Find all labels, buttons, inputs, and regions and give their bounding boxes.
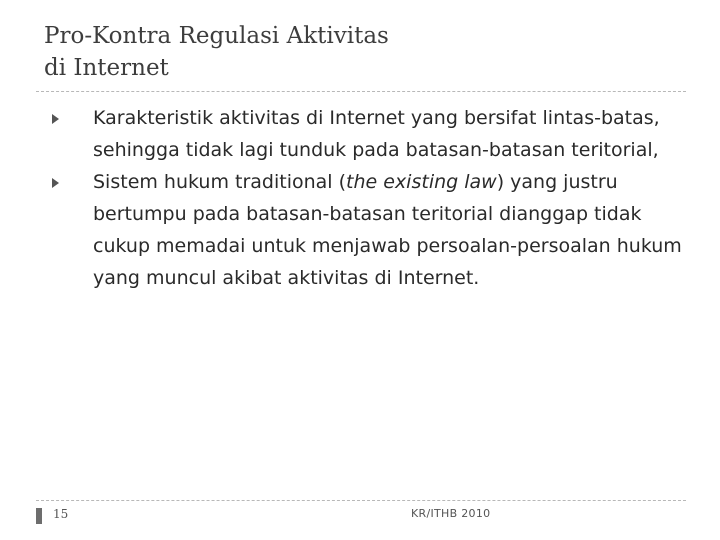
triangle-right-icon: [52, 178, 59, 188]
bullet-text-2-before: Sistem hukum traditional (: [93, 171, 347, 193]
title-line-1: Pro-Kontra Regulasi Aktivitas: [44, 23, 389, 49]
bullet-item-1: [52, 102, 692, 166]
bullet-text-2-emphasis: the existing law: [346, 171, 497, 193]
bullet-text-2: [93, 166, 692, 294]
triangle-right-icon: [52, 114, 59, 124]
slide-title: [44, 20, 684, 84]
footer-text: KR/ITHB 2010: [411, 507, 491, 520]
footer-divider: [36, 500, 686, 501]
footer-marker: [36, 508, 42, 524]
bullet-text-2-after: ) yang justru bertumpu pada batasan-batasan teritorial dianggap tidak cukup memadai untuk menjawab persoalan-persoalan hukum yang muncul akibat aktivitas di Internet.: [93, 171, 682, 289]
bullet-text-1: Karakteristik aktivitas di Internet yang bersifat lintas-batas, sehingga tidak lagi tunduk pada batasan-batasan teritorial,: [93, 107, 660, 161]
title-divider: [36, 91, 686, 92]
title-line-2: di Internet: [44, 55, 169, 81]
page-number: 15: [53, 507, 69, 521]
bullet-item-2: [52, 166, 692, 294]
bullet-list: [52, 102, 692, 294]
